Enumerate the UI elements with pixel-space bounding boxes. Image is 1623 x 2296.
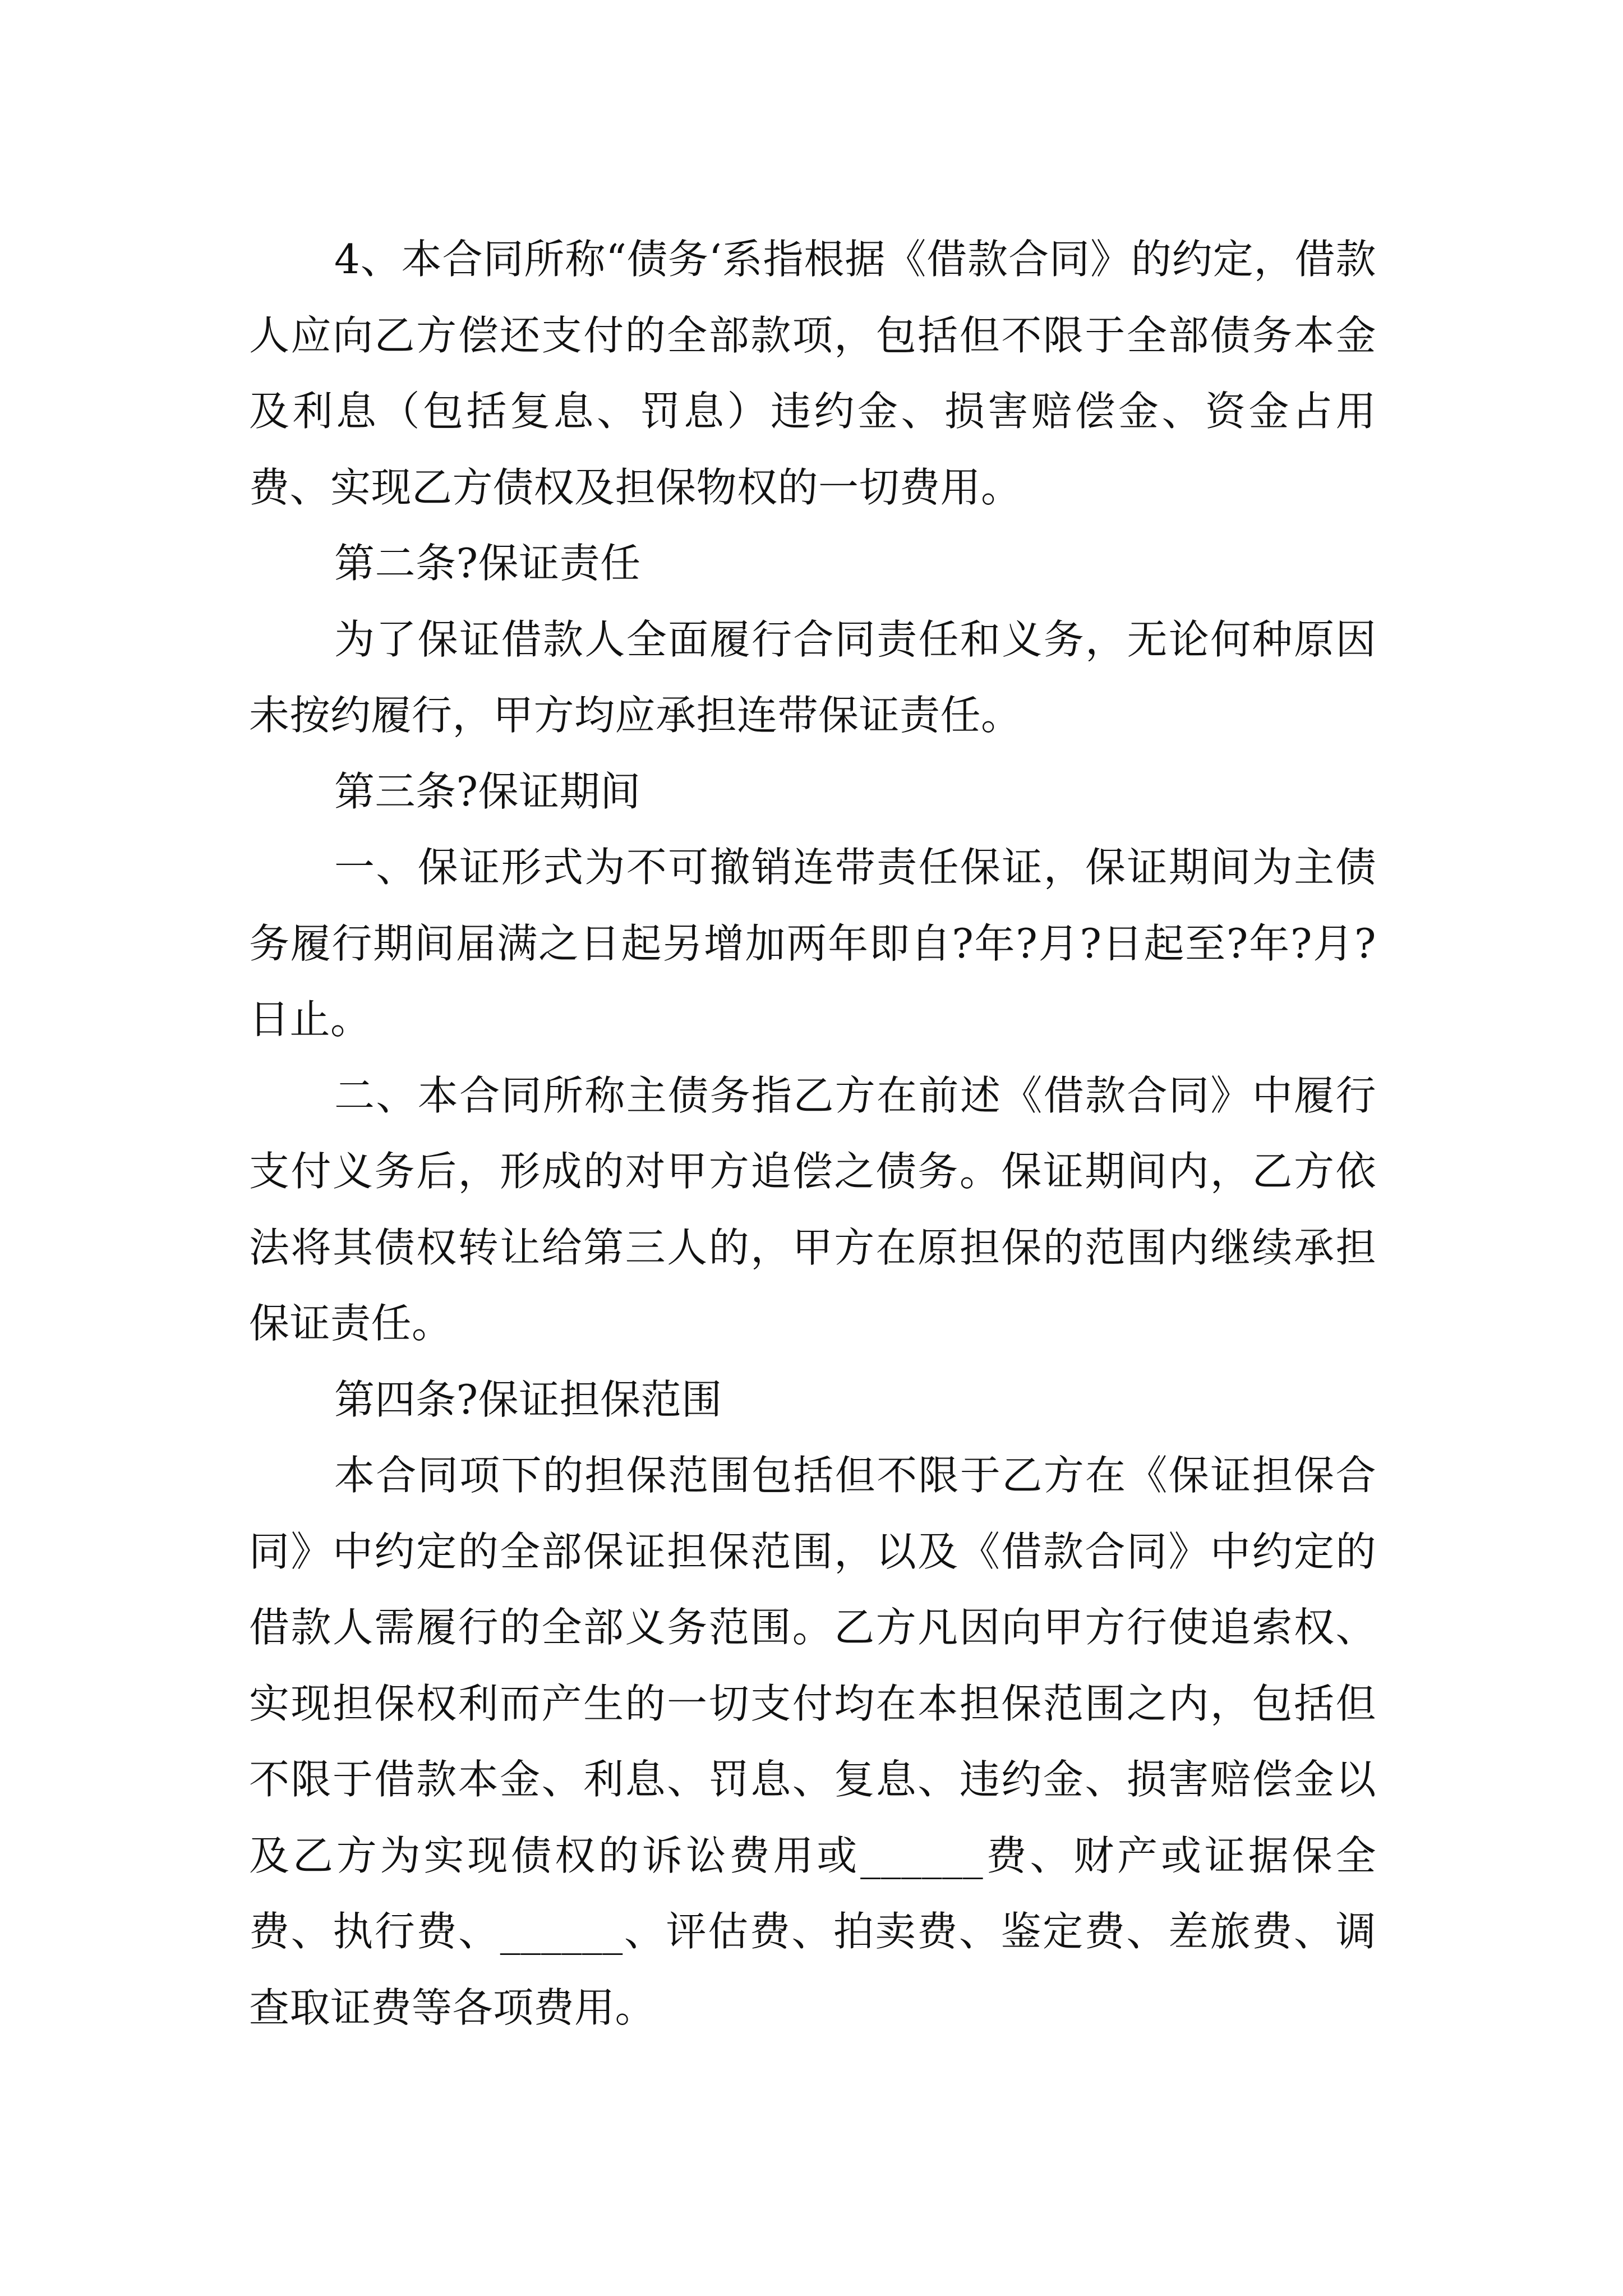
heading-article-3-guarantee-period: 第三条?保证期间 [334, 767, 641, 815]
paragraph-guarantee-form: 一、保证形式为不可撤销连带责任保证，保证期间为主债务履行期间届满之日起另增加两年即自?年?月?日起至?年?月?日止。 [249, 844, 1376, 1043]
paragraph-principal-debt: 二、本合同所称主债务指乙方在前述《借款合同》中履行支付义务后，形成的对甲方追偿之债务。保证期间内，乙方依法将其债权转让给第三人的，甲方在原担保的范围内继续承担保证责任。 [249, 1071, 1376, 1347]
document-body [249, 222, 1376, 2046]
paragraph-joint-liability: 为了保证借款人全面履行合同责任和义务，无论何种原因未按约履行，甲方均应承担连带保证责任。 [249, 615, 1376, 739]
paragraph-debt-definition: 4、本合同所称“债务‘系指根据《借款合同》的约定，借款人应向乙方偿还支付的全部款项，包括但不限于全部债务本金及利息（包括复息、罚息）违约金、损害赔偿金、资金占用费、实现乙方债权及担保物权的一切费用。 [249, 236, 1376, 511]
heading-article-4-guarantee-scope: 第四条?保证担保范围 [334, 1375, 722, 1423]
paragraph-guarantee-scope: 本合同项下的担保范围包括但不限于乙方在《保证担保合同》中约定的全部保证担保范围，以及《借款合同》中约定的借款人需履行的全部义务范围。乙方凡因向甲方行使追索权、实现担保权利而产生的一切支付均在本担保范围之内，包括但不限于借款本金、利息、罚息、复息、违约金、损害赔偿金以及乙方为实现债权的诉讼费用或______费、财产或证据保全费、执行费、______、评估费、拍卖费、鉴定费、差旅费、调查取证费等各项费用。 [249, 1452, 1376, 2031]
heading-article-2-guarantee-liability: 第二条?保证责任 [334, 540, 641, 587]
